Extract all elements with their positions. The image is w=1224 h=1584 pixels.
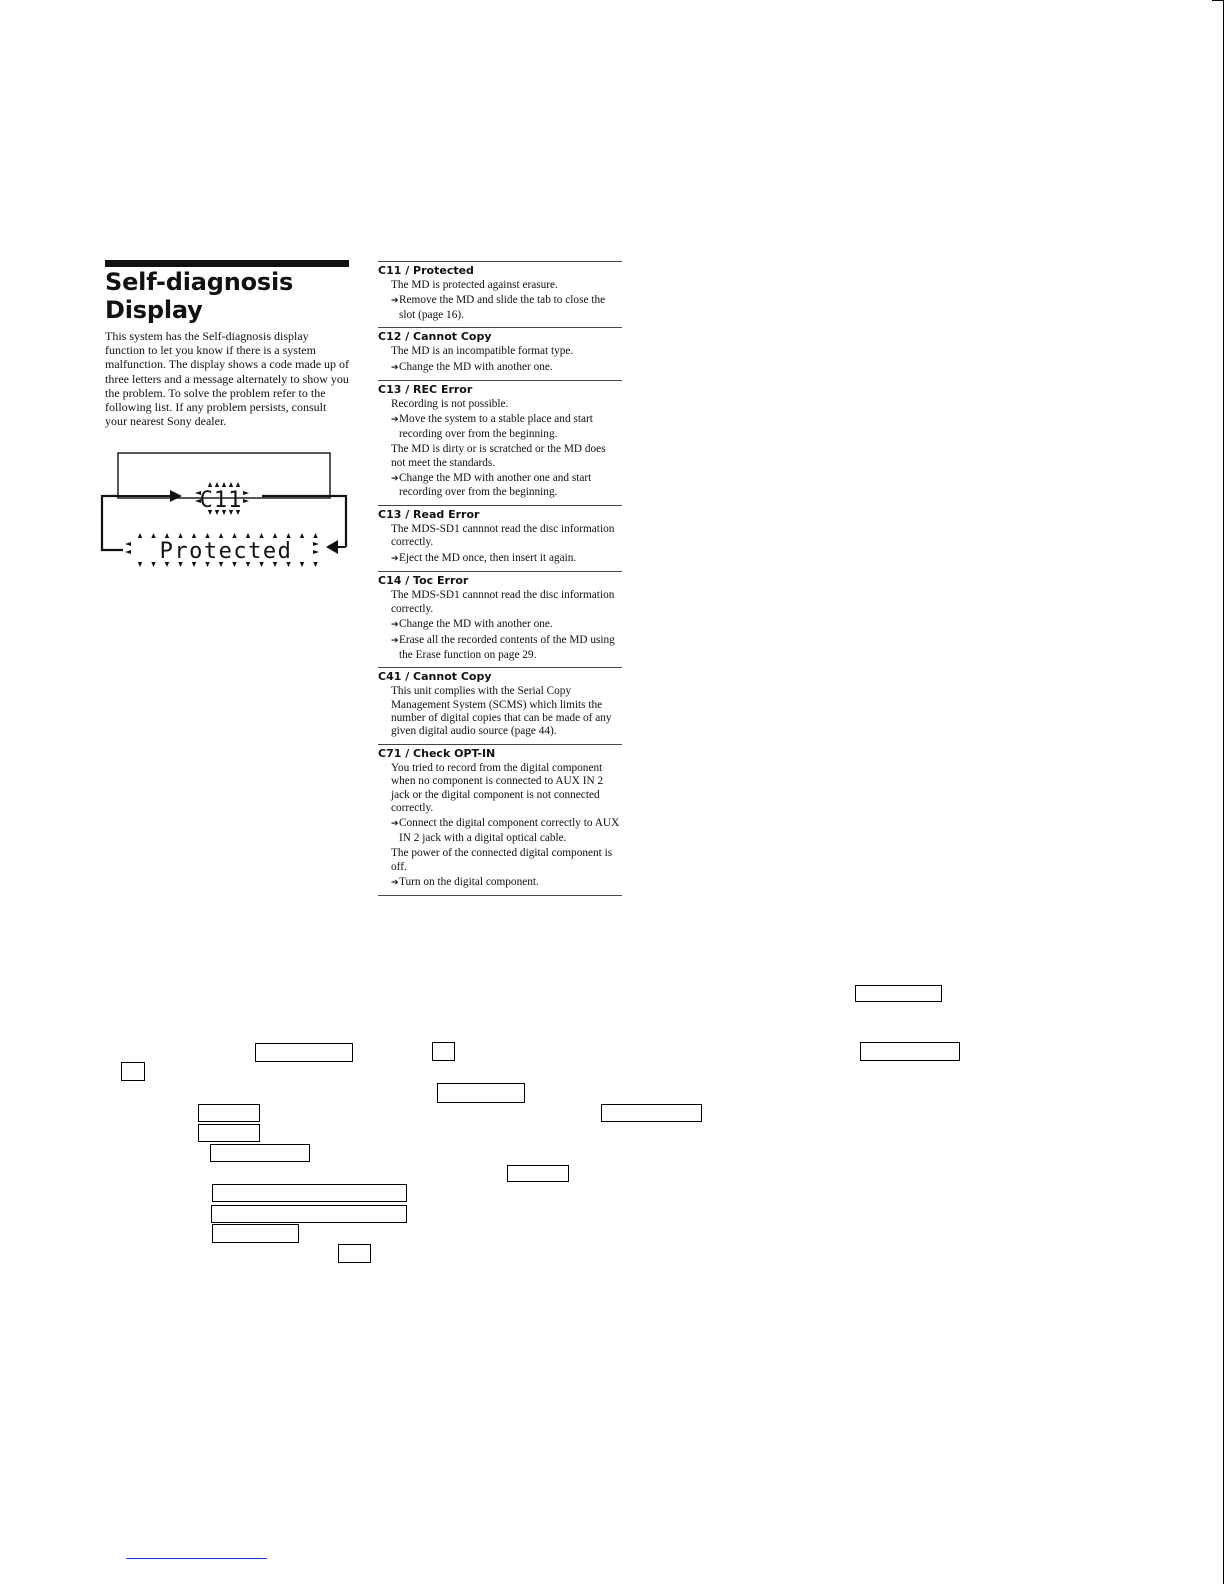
- blink-ray-icon: [222, 482, 226, 487]
- error-entry: [378, 261, 622, 327]
- cause-line: [391, 847, 622, 874]
- arrow-left-icon: [326, 540, 338, 554]
- arrow-right-icon: ➔: [391, 819, 399, 830]
- error-code-list: [378, 261, 622, 896]
- cause-line: [391, 762, 622, 816]
- blink-ray-icon: [229, 482, 233, 487]
- line-text: You tried to record from the digital component when no component is connected to AUX IN 2 jack or the digital component is not connected correctly.: [391, 761, 604, 814]
- line-text: The MD is protected against erasure.: [391, 279, 558, 291]
- annotation-box: [211, 1205, 407, 1223]
- link-underline[interactable]: [126, 1558, 267, 1559]
- line-text: Remove the MD and slide the tab to close the slot (page 16).: [399, 294, 606, 321]
- blink-ray-icon: [208, 482, 212, 487]
- line-text: Erase all the recorded contents of the MD using the Erase function on page 29.: [399, 634, 615, 661]
- loop-line-left: [102, 496, 123, 550]
- remedy-line: [391, 472, 622, 500]
- line-text: Recording is not possible.: [391, 398, 509, 411]
- blink-ray-icon: [125, 542, 131, 546]
- display-code: C11: [199, 488, 243, 513]
- annotation-box: [338, 1244, 371, 1263]
- error-code-heading: C11 / Protected: [378, 264, 474, 277]
- error-code-heading: C13 / REC Error: [378, 383, 473, 397]
- blink-ray-icon: [286, 533, 290, 538]
- error-entry: [378, 327, 622, 380]
- page-top-edge-rule: [1212, 0, 1224, 1]
- line-text: Change the MD with another one and start recording over from the beginning.: [399, 472, 592, 499]
- annotation-box: [437, 1083, 525, 1103]
- cause-line: [391, 345, 622, 358]
- display-illustration: [98, 448, 358, 574]
- error-entry: [378, 667, 622, 744]
- error-code-heading: C12 / Cannot Copy: [378, 330, 492, 344]
- blink-ray-icon: [205, 533, 209, 538]
- cause-line: [391, 398, 622, 411]
- error-code-heading: C14 / Toc Error: [378, 574, 469, 588]
- arrow-right-icon: [170, 490, 182, 502]
- blink-ray-icon: [313, 562, 317, 567]
- blink-ray-icon: [300, 562, 304, 567]
- page-title: [105, 268, 365, 324]
- blink-ray-icon: [178, 533, 182, 538]
- error-code-heading: C41 / Cannot Copy: [378, 670, 492, 684]
- remedy-line: [391, 618, 622, 632]
- cause-line: [391, 685, 622, 739]
- remedy-line: [391, 817, 622, 845]
- blink-ray-icon: [259, 533, 263, 538]
- arrow-right-icon: ➔: [391, 362, 399, 373]
- display-message: Protected: [159, 539, 293, 564]
- page-title-line-2: Display: [105, 296, 203, 324]
- arrow-right-icon: ➔: [391, 619, 399, 630]
- blink-ray-icon: [313, 533, 317, 538]
- error-entry: [378, 744, 622, 897]
- annotation-box: [212, 1184, 407, 1202]
- remedy-line: [391, 634, 622, 662]
- remedy-line: [391, 552, 622, 566]
- line-text: Eject the MD once, then insert it again.: [399, 551, 577, 564]
- arrow-right-icon: ➔: [391, 878, 399, 888]
- intro-paragraph: This system has the Self-diagnosis display function to let you know if there is a system malfunction. The display shows a code made up of three letters and a message alternately to show you the problem. To solve the problem refer to the following list. If any problem persists, consult your nearest Sony dealer.: [105, 329, 350, 429]
- annotation-box: [121, 1062, 145, 1081]
- annotation-box: [601, 1104, 702, 1122]
- line-text: The MDS-SD1 cannnot read the disc information correctly.: [391, 522, 615, 549]
- error-code-heading: C13 / Read Error: [378, 507, 480, 521]
- line-text: Turn on the digital component.: [399, 876, 539, 888]
- annotation-box: [860, 1042, 960, 1061]
- remedy-line: [391, 294, 622, 322]
- annotation-box: [507, 1165, 569, 1182]
- error-entry: [378, 571, 622, 667]
- blink-ray-icon: [243, 491, 249, 495]
- blink-ray-icon: [273, 533, 277, 538]
- arrow-right-icon: ➔: [391, 415, 399, 426]
- annotation-box: [198, 1124, 260, 1142]
- blink-ray-icon: [246, 533, 250, 538]
- remedy-line: [391, 876, 622, 890]
- arrow-right-icon: ➔: [391, 636, 399, 647]
- title-bar: [105, 260, 349, 267]
- remedy-line: [391, 361, 622, 375]
- blink-ray-icon: [313, 542, 319, 546]
- line-text: Move the system to a stable place and start recording over from the beginning.: [399, 413, 593, 440]
- cause-line: [391, 443, 622, 470]
- line-text: Change the MD with another one.: [399, 617, 553, 630]
- error-entry: [378, 380, 622, 505]
- error-entry: [378, 505, 622, 571]
- blink-ray-icon: [138, 533, 142, 538]
- blink-ray-icon: [125, 550, 131, 554]
- annotation-box: [432, 1042, 455, 1061]
- blink-ray-icon: [151, 562, 155, 567]
- annotation-box: [198, 1104, 260, 1122]
- blink-ray-icon: [232, 533, 236, 538]
- blink-ray-icon: [138, 562, 142, 567]
- error-code-heading: C71 / Check OPT-IN: [378, 746, 496, 760]
- line-text: Connect the digital component correctly to AUX IN 2 jack with a digital optical cable.: [399, 817, 620, 844]
- line-text: The MD is an incompatible format type.: [391, 345, 574, 358]
- arrow-right-icon: ➔: [391, 474, 399, 485]
- annotation-box: [255, 1043, 353, 1062]
- blink-ray-icon: [300, 533, 304, 538]
- blink-ray-icon: [236, 482, 240, 487]
- page-title-line-1: Self-diagnosis: [105, 268, 294, 296]
- arrow-right-icon: ➔: [391, 296, 399, 307]
- remedy-line: [391, 413, 622, 441]
- annotation-box: [855, 985, 942, 1002]
- blink-ray-icon: [192, 533, 196, 538]
- annotation-box: [210, 1144, 310, 1162]
- line-text: The power of the connected digital component is off.: [391, 847, 613, 873]
- blink-ray-icon: [151, 533, 155, 538]
- line-text: The MDS-SD1 cannnot read the disc information correctly.: [391, 589, 615, 615]
- blink-ray-icon: [219, 533, 223, 538]
- cause-line: [391, 523, 622, 550]
- blink-ray-icon: [243, 499, 249, 503]
- arrow-right-icon: ➔: [391, 553, 399, 564]
- cause-line: [391, 589, 622, 616]
- line-text: This unit complies with the Serial Copy Management System (SCMS) which limits the number of digital copies that can be made of any given digital audio source (page 44).: [391, 685, 612, 738]
- line-text: The MD is dirty or is scratched or the MD does not meet the standards.: [391, 443, 606, 469]
- line-text: Change the MD with another one.: [399, 360, 553, 373]
- cause-line: [391, 279, 622, 292]
- blink-ray-icon: [313, 550, 319, 554]
- annotation-box: [212, 1224, 299, 1243]
- blink-ray-icon: [165, 533, 169, 538]
- blink-ray-icon: [215, 482, 219, 487]
